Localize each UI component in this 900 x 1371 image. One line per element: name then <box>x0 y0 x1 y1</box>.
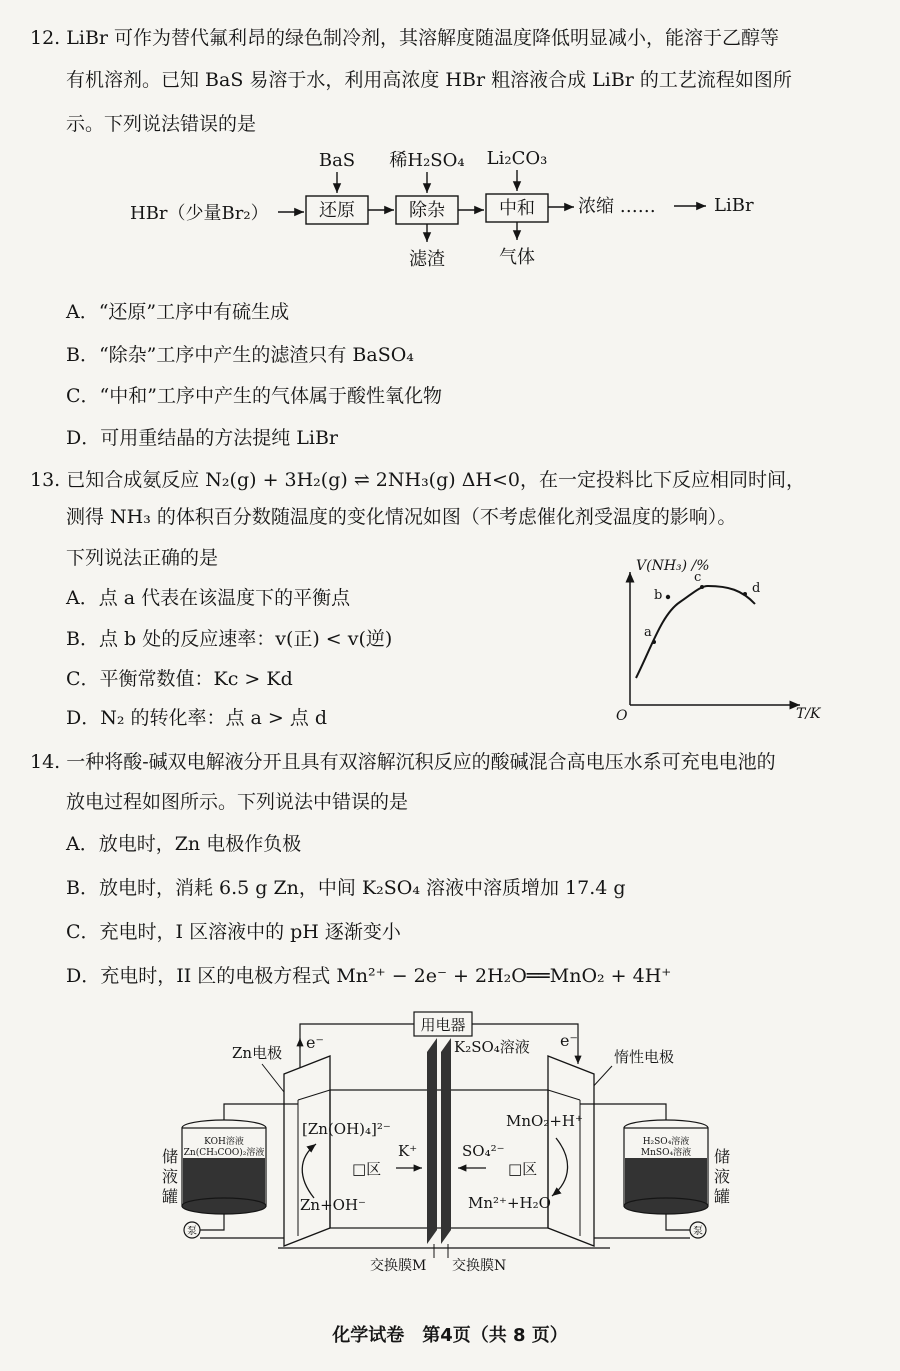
flow-out-residue: 滤渣 <box>409 249 445 270</box>
inert-electrode-plate <box>548 1056 594 1246</box>
electron-right: e⁻ <box>560 1031 578 1050</box>
right-tank-line2: MnSO₄溶液 <box>640 1148 692 1158</box>
q12-option-c: C．“中和”工序中产生的气体属于酸性氧化物 <box>66 385 442 407</box>
flow-next: 浓缩 …… <box>578 196 656 217</box>
membrane-m-label: 交换膜M <box>370 1258 427 1274</box>
q13-stem-line2: 测得 NH₃ 的体积百分数随温度的变化情况如图（不考虑催化剂受温度的影响）。 <box>66 506 737 528</box>
q12-option-d: D．可用重结晶的方法提纯 LiBr <box>66 427 339 449</box>
right-species-top: MnO₂+H⁺ <box>506 1112 583 1130</box>
left-tank-line1: KOH溶液 <box>204 1137 244 1147</box>
flow-step2-label: 除杂 <box>409 200 445 221</box>
graph-point-b <box>666 595 670 599</box>
zn-electrode-label: Zn电极 <box>232 1044 283 1062</box>
left-region-label: □区 <box>352 1160 382 1178</box>
inert-electrode-label: 惰性电极 <box>614 1048 675 1066</box>
left-tank-line2: Zn(CH₃COO)₂溶液 <box>183 1148 265 1158</box>
left-species-top: [Zn(OH)₄]²⁻ <box>302 1120 391 1138</box>
right-storage-tank <box>624 1120 708 1214</box>
electron-left: e⁻ <box>306 1033 324 1052</box>
page-footer: 化学试卷 第4页（共 8 页） <box>332 1325 568 1346</box>
graph-xlabel: T/K <box>796 706 821 722</box>
anion-label: SO₄²⁻ <box>462 1142 505 1160</box>
graph-point-c <box>700 585 704 589</box>
graph-label-a: a <box>644 625 652 640</box>
membrane-n-label: 交换膜N <box>452 1258 507 1274</box>
flow-out-gas: 气体 <box>499 247 535 268</box>
right-tank-char2: 液 <box>714 1167 731 1186</box>
right-tank-line1: H₂SO₄溶液 <box>642 1137 690 1147</box>
graph-point-d <box>743 592 747 596</box>
flow-add-h2so4: 稀H₂SO₄ <box>389 150 465 171</box>
right-pump-label: 泵 <box>693 1226 703 1237</box>
flow-add-li2co3: Li₂CO₃ <box>486 148 548 169</box>
left-species-bottom: Zn+OH⁻ <box>300 1196 366 1214</box>
graph-label-b: b <box>654 588 663 603</box>
cation-label: K⁺ <box>398 1142 418 1160</box>
q13-stem-line3: 下列说法正确的是 <box>66 547 219 569</box>
flow-product: LiBr <box>714 195 754 216</box>
q12-stem-line3: 示。下列说法错误的是 <box>66 113 257 135</box>
q14-stem-line2: 放电过程如图所示。下列说法中错误的是 <box>66 791 409 813</box>
graph-origin: O <box>616 708 628 724</box>
membrane-n <box>441 1038 451 1244</box>
left-tank-char1: 储 <box>162 1147 179 1166</box>
q14-option-c: C．充电时，Ⅰ 区溶液中的 pH 逐渐变小 <box>66 921 401 943</box>
right-tank-char3: 罐 <box>714 1187 731 1206</box>
flow-step3-label: 中和 <box>499 198 535 219</box>
q14-battery-diagram <box>0 1008 900 1278</box>
q12-option-a: A．“还原”工序中有硫生成 <box>66 301 290 323</box>
left-pump-label: 泵 <box>187 1226 197 1237</box>
q13-option-b: B．点 b 处的反应速率：v(正) < v(逆) <box>66 628 393 650</box>
q13-option-c: C．平衡常数值：Kc > Kd <box>66 668 293 690</box>
graph-label-c: c <box>694 570 702 585</box>
q13-option-a: A．点 a 代表在该温度下的平衡点 <box>66 587 351 609</box>
q14-option-a: A．放电时，Zn 电极作负极 <box>66 833 302 855</box>
q14-option-d: D．充电时，II 区的电极方程式 Mn²⁺ − 2e⁻ + 2H₂O══MnO₂ + 4H⁺ <box>66 965 672 987</box>
right-tank-char1: 储 <box>714 1147 731 1166</box>
q14-stem-line1: 14. 一种将酸-碱双电解液分开且具有双溶解沉积反应的酸碱混合高电压水系可充电电池的 <box>30 751 776 773</box>
right-region-label: □区 <box>508 1160 538 1178</box>
zn-electrode-plate <box>284 1056 330 1246</box>
flow-input: HBr（少量Br₂） <box>130 203 269 224</box>
left-tank-char2: 液 <box>162 1167 179 1186</box>
q13-option-d: D．N₂ 的转化率：点 a > 点 d <box>66 707 328 729</box>
load-label: 用电器 <box>420 1016 466 1034</box>
q12-flowchart <box>0 0 900 290</box>
q12-stem-line1: 12. LiBr 可作为替代氟利昂的绿色制冷剂，其溶解度随温度降低明显减小，能溶于乙醇等 <box>30 27 780 49</box>
q13-graph <box>600 550 840 730</box>
left-tank-char3: 罐 <box>162 1187 179 1206</box>
graph-label-d: d <box>752 581 761 596</box>
flow-add-bas: BaS <box>318 150 356 171</box>
q14-option-b: B．放电时，消耗 6.5 g Zn，中间 K₂SO₄ 溶液中溶质增加 17.4 g <box>66 877 626 899</box>
q12-option-b: B．“除杂”工序中产生的滤渣只有 BaSO₄ <box>66 344 414 366</box>
membrane-m <box>427 1038 437 1244</box>
graph-point-a <box>652 640 656 644</box>
left-storage-tank <box>182 1120 266 1214</box>
flow-step1-label: 还原 <box>319 200 355 221</box>
right-species-bottom: Mn²⁺+H₂O <box>468 1194 551 1212</box>
q12-stem-line2: 有机溶剂。已知 BaS 易溶于水，利用高浓度 HBr 粗溶液合成 LiBr 的工艺流程如图所 <box>66 69 792 91</box>
q13-stem-line1: 13. 已知合成氨反应 N₂(g) + 3H₂(g) ⇌ 2NH₃(g) ΔH<0，在一定投料比下反应相同时间， <box>30 469 806 491</box>
graph-ylabel: V(NH₃) /% <box>636 558 710 574</box>
middle-solution-label: K₂SO₄溶液 <box>454 1038 530 1056</box>
